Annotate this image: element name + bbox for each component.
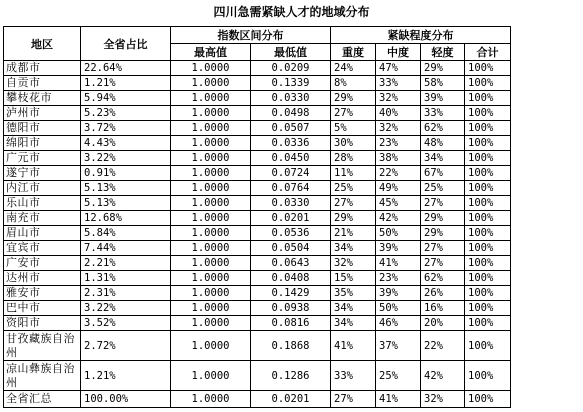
region-cell: 广安市 [4, 256, 81, 271]
index-min-cell: 0.0450 [251, 151, 331, 166]
mild-cell: 25% [421, 181, 465, 196]
mild-cell: 26% [421, 286, 465, 301]
index-min-cell: 0.1339 [251, 76, 331, 91]
index-max-cell: 1.0000 [171, 361, 251, 391]
total-cell: 100% [465, 226, 511, 241]
severe-cell: 34% [331, 316, 376, 331]
table-row-total [4, 391, 511, 408]
total-cell: 100% [465, 361, 511, 391]
region-cell: 乐山市 [4, 196, 81, 211]
total-cell: 100% [465, 136, 511, 151]
table-row [4, 136, 511, 151]
moderate-cell: 33% [376, 76, 421, 91]
region-cell: 成都市 [4, 61, 81, 76]
index-max-cell: 1.0000 [171, 316, 251, 331]
region-cell: 甘孜藏族自治州 [4, 331, 81, 361]
share-cell: 3.22% [81, 301, 171, 316]
severe-cell: 33% [331, 361, 376, 391]
table-row [4, 76, 511, 91]
region-cell: 自贡市 [4, 76, 81, 91]
region-cell: 眉山市 [4, 226, 81, 241]
index-max-cell: 1.0000 [171, 226, 251, 241]
severe-cell: 25% [331, 181, 376, 196]
mild-cell: 42% [421, 361, 465, 391]
share-cell: 2.31% [81, 286, 171, 301]
share-cell: 2.21% [81, 256, 171, 271]
region-cell: 达州市 [4, 271, 81, 286]
share-cell: 1.31% [81, 271, 171, 286]
total-cell: 100% [465, 76, 511, 91]
severe-cell: 27% [331, 106, 376, 121]
header-region: 地区 [4, 27, 81, 61]
moderate-cell: 41% [376, 391, 421, 408]
mild-cell: 48% [421, 136, 465, 151]
table-row [4, 286, 511, 301]
moderate-cell: 38% [376, 151, 421, 166]
total-cell: 100% [465, 301, 511, 316]
region-cell: 德阳市 [4, 121, 81, 136]
index-min-cell: 0.1429 [251, 286, 331, 301]
severe-cell: 5% [331, 121, 376, 136]
moderate-cell: 22% [376, 166, 421, 181]
severe-cell: 24% [331, 61, 376, 76]
table-row [4, 181, 511, 196]
region-cell: 攀枝花市 [4, 91, 81, 106]
mild-cell: 33% [421, 106, 465, 121]
total-cell: 100% [465, 106, 511, 121]
index-max-cell: 1.0000 [171, 241, 251, 256]
share-cell: 7.44% [81, 241, 171, 256]
severe-cell: 34% [331, 241, 376, 256]
total-cell: 100% [465, 196, 511, 211]
index-max-cell: 1.0000 [171, 136, 251, 151]
index-min-cell: 0.0504 [251, 241, 331, 256]
index-max-cell: 1.0000 [171, 166, 251, 181]
severe-cell: 29% [331, 91, 376, 106]
moderate-cell: 32% [376, 121, 421, 136]
table-row [4, 91, 511, 106]
share-cell: 3.52% [81, 316, 171, 331]
share-cell: 2.72% [81, 331, 171, 361]
table-title: 四川急需紧缺人才的地域分布 [213, 5, 370, 19]
moderate-cell: 25% [376, 361, 421, 391]
index-min-cell: 0.0507 [251, 121, 331, 136]
moderate-cell: 23% [376, 271, 421, 286]
region-cell: 雅安市 [4, 286, 81, 301]
share-cell: 100.00% [81, 391, 171, 408]
index-max-cell: 1.0000 [171, 76, 251, 91]
table-row [4, 196, 511, 211]
moderate-cell: 32% [376, 91, 421, 106]
index-min-cell: 0.0330 [251, 196, 331, 211]
share-cell: 0.91% [81, 166, 171, 181]
region-cell: 资阳市 [4, 316, 81, 331]
header-mild: 轻度 [421, 44, 465, 61]
table-row [4, 256, 511, 271]
region-cell: 遂宁市 [4, 166, 81, 181]
table-row [4, 226, 511, 241]
index-max-cell: 1.0000 [171, 271, 251, 286]
mild-cell: 39% [421, 91, 465, 106]
index-min-cell: 0.0330 [251, 91, 331, 106]
moderate-cell: 46% [376, 316, 421, 331]
total-cell: 100% [465, 316, 511, 331]
share-cell: 3.72% [81, 121, 171, 136]
share-cell: 5.23% [81, 106, 171, 121]
index-min-cell: 0.0201 [251, 391, 331, 408]
mild-cell: 29% [421, 226, 465, 241]
region-cell: 泸州市 [4, 106, 81, 121]
table-row [4, 301, 511, 316]
severe-cell: 35% [331, 286, 376, 301]
mild-cell: 32% [421, 391, 465, 408]
index-max-cell: 1.0000 [171, 196, 251, 211]
mild-cell: 29% [421, 61, 465, 76]
table-row [4, 106, 511, 121]
mild-cell: 62% [421, 271, 465, 286]
index-max-cell: 1.0000 [171, 331, 251, 361]
region-cell: 全省汇总 [4, 391, 81, 408]
header-total: 合计 [465, 44, 511, 61]
index-max-cell: 1.0000 [171, 121, 251, 136]
table-row [4, 241, 511, 256]
share-cell: 12.68% [81, 211, 171, 226]
severe-cell: 21% [331, 226, 376, 241]
moderate-cell: 50% [376, 226, 421, 241]
mild-cell: 58% [421, 76, 465, 91]
total-cell: 100% [465, 391, 511, 408]
mild-cell: 67% [421, 166, 465, 181]
total-cell: 100% [465, 256, 511, 271]
header-index-min: 最低值 [251, 44, 331, 61]
severe-cell: 41% [331, 331, 376, 361]
region-cell: 巴中市 [4, 301, 81, 316]
total-cell: 100% [465, 91, 511, 106]
share-cell: 1.21% [81, 361, 171, 391]
total-cell: 100% [465, 286, 511, 301]
severe-cell: 27% [331, 196, 376, 211]
header-severity-group: 紧缺程度分布 [331, 27, 511, 44]
table-row [4, 61, 511, 76]
region-cell: 内江市 [4, 181, 81, 196]
table-row [4, 121, 511, 136]
total-cell: 100% [465, 151, 511, 166]
index-max-cell: 1.0000 [171, 301, 251, 316]
header-moderate: 中度 [376, 44, 421, 61]
region-cell: 南充市 [4, 211, 81, 226]
moderate-cell: 49% [376, 181, 421, 196]
region-cell: 广元市 [4, 151, 81, 166]
region-distribution-table [3, 26, 511, 408]
moderate-cell: 42% [376, 211, 421, 226]
moderate-cell: 47% [376, 61, 421, 76]
index-max-cell: 1.0000 [171, 106, 251, 121]
moderate-cell: 50% [376, 301, 421, 316]
mild-cell: 20% [421, 316, 465, 331]
severe-cell: 29% [331, 211, 376, 226]
header-share: 全省占比 [81, 27, 171, 61]
index-min-cell: 0.0724 [251, 166, 331, 181]
index-max-cell: 1.0000 [171, 286, 251, 301]
severe-cell: 27% [331, 391, 376, 408]
severe-cell: 8% [331, 76, 376, 91]
index-max-cell: 1.0000 [171, 61, 251, 76]
total-cell: 100% [465, 121, 511, 136]
index-min-cell: 0.0408 [251, 271, 331, 286]
moderate-cell: 40% [376, 106, 421, 121]
index-min-cell: 0.0764 [251, 181, 331, 196]
table-body [4, 61, 511, 408]
region-cell: 凉山彝族自治州 [4, 361, 81, 391]
table-row [4, 211, 511, 226]
index-min-cell: 0.0816 [251, 316, 331, 331]
index-min-cell: 0.0336 [251, 136, 331, 151]
severe-cell: 11% [331, 166, 376, 181]
severe-cell: 15% [331, 271, 376, 286]
mild-cell: 62% [421, 121, 465, 136]
moderate-cell: 23% [376, 136, 421, 151]
header-index-group: 指数区间分布 [171, 27, 331, 44]
table-row [4, 361, 511, 391]
index-max-cell: 1.0000 [171, 181, 251, 196]
index-min-cell: 0.1286 [251, 361, 331, 391]
index-min-cell: 0.0938 [251, 301, 331, 316]
table-row [4, 331, 511, 361]
moderate-cell: 45% [376, 196, 421, 211]
index-min-cell: 0.0201 [251, 211, 331, 226]
table-row [4, 151, 511, 166]
moderate-cell: 41% [376, 256, 421, 271]
share-cell: 5.13% [81, 181, 171, 196]
moderate-cell: 39% [376, 286, 421, 301]
mild-cell: 34% [421, 151, 465, 166]
index-max-cell: 1.0000 [171, 91, 251, 106]
mild-cell: 22% [421, 331, 465, 361]
region-cell: 宜宾市 [4, 241, 81, 256]
index-max-cell: 1.0000 [171, 391, 251, 408]
moderate-cell: 39% [376, 241, 421, 256]
total-cell: 100% [465, 331, 511, 361]
index-max-cell: 1.0000 [171, 256, 251, 271]
share-cell: 3.22% [81, 151, 171, 166]
mild-cell: 27% [421, 256, 465, 271]
index-max-cell: 1.0000 [171, 151, 251, 166]
index-min-cell: 0.0209 [251, 61, 331, 76]
share-cell: 22.64% [81, 61, 171, 76]
total-cell: 100% [465, 211, 511, 226]
table-row [4, 166, 511, 181]
mild-cell: 27% [421, 241, 465, 256]
total-cell: 100% [465, 241, 511, 256]
mild-cell: 27% [421, 196, 465, 211]
severe-cell: 34% [331, 301, 376, 316]
index-max-cell: 1.0000 [171, 211, 251, 226]
total-cell: 100% [465, 181, 511, 196]
header-severe: 重度 [331, 44, 376, 61]
total-cell: 100% [465, 61, 511, 76]
index-min-cell: 0.0643 [251, 256, 331, 271]
index-min-cell: 0.0536 [251, 226, 331, 241]
total-cell: 100% [465, 271, 511, 286]
share-cell: 5.84% [81, 226, 171, 241]
share-cell: 5.94% [81, 91, 171, 106]
share-cell: 5.13% [81, 196, 171, 211]
index-min-cell: 0.0498 [251, 106, 331, 121]
header-index-max: 最高值 [171, 44, 251, 61]
share-cell: 1.21% [81, 76, 171, 91]
table-row [4, 271, 511, 286]
severe-cell: 32% [331, 256, 376, 271]
index-min-cell: 0.1868 [251, 331, 331, 361]
moderate-cell: 37% [376, 331, 421, 361]
total-cell: 100% [465, 166, 511, 181]
severe-cell: 28% [331, 151, 376, 166]
severe-cell: 30% [331, 136, 376, 151]
share-cell: 4.43% [81, 136, 171, 151]
table-row [4, 316, 511, 331]
mild-cell: 16% [421, 301, 465, 316]
region-cell: 绵阳市 [4, 136, 81, 151]
mild-cell: 29% [421, 211, 465, 226]
